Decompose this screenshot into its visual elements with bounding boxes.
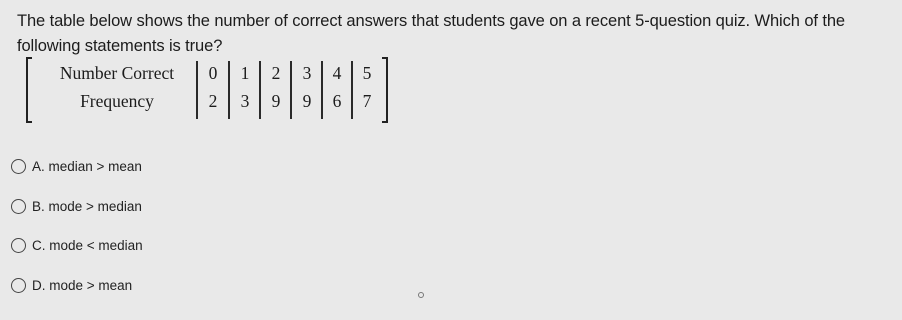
table-cell: 6 [332, 91, 342, 111]
option-b[interactable] [11, 194, 231, 218]
option-a[interactable] [11, 154, 231, 178]
table-cell: 4 [332, 63, 342, 83]
radio-button-icon[interactable] [11, 238, 26, 253]
table-cell: 3 [240, 91, 250, 111]
table-cell: 9 [271, 91, 281, 111]
radio-button-icon[interactable] [11, 159, 26, 174]
table-cell: 9 [302, 91, 312, 111]
table-cell: 3 [302, 63, 312, 83]
table-cell: 7 [362, 91, 372, 111]
right-bracket [382, 57, 388, 123]
radio-button-icon[interactable] [11, 199, 26, 214]
row-label-number-correct: Number Correct [59, 63, 175, 83]
table-cell: 0 [208, 63, 218, 83]
small-circle-mark [418, 292, 424, 298]
question-text: The table below shows the number of correct answers that students gave on a recent 5-question quiz. Which of the following statements is true? [17, 12, 846, 55]
table-cell: 2 [208, 91, 218, 111]
option-c[interactable] [11, 233, 231, 257]
option-d[interactable] [11, 273, 231, 297]
option-c-label: C. mode < median [32, 237, 143, 253]
option-d-label: D. mode > mean [32, 277, 133, 293]
table-cell: 1 [240, 63, 250, 83]
option-a-label: A. median > mean [32, 158, 142, 174]
table-cell: 5 [362, 63, 372, 83]
table-cell: 2 [271, 63, 281, 83]
row-label-frequency: Frequency [80, 91, 154, 111]
left-bracket [26, 57, 32, 123]
radio-button-icon[interactable] [11, 278, 26, 293]
option-b-label: B. mode > median [32, 198, 142, 214]
